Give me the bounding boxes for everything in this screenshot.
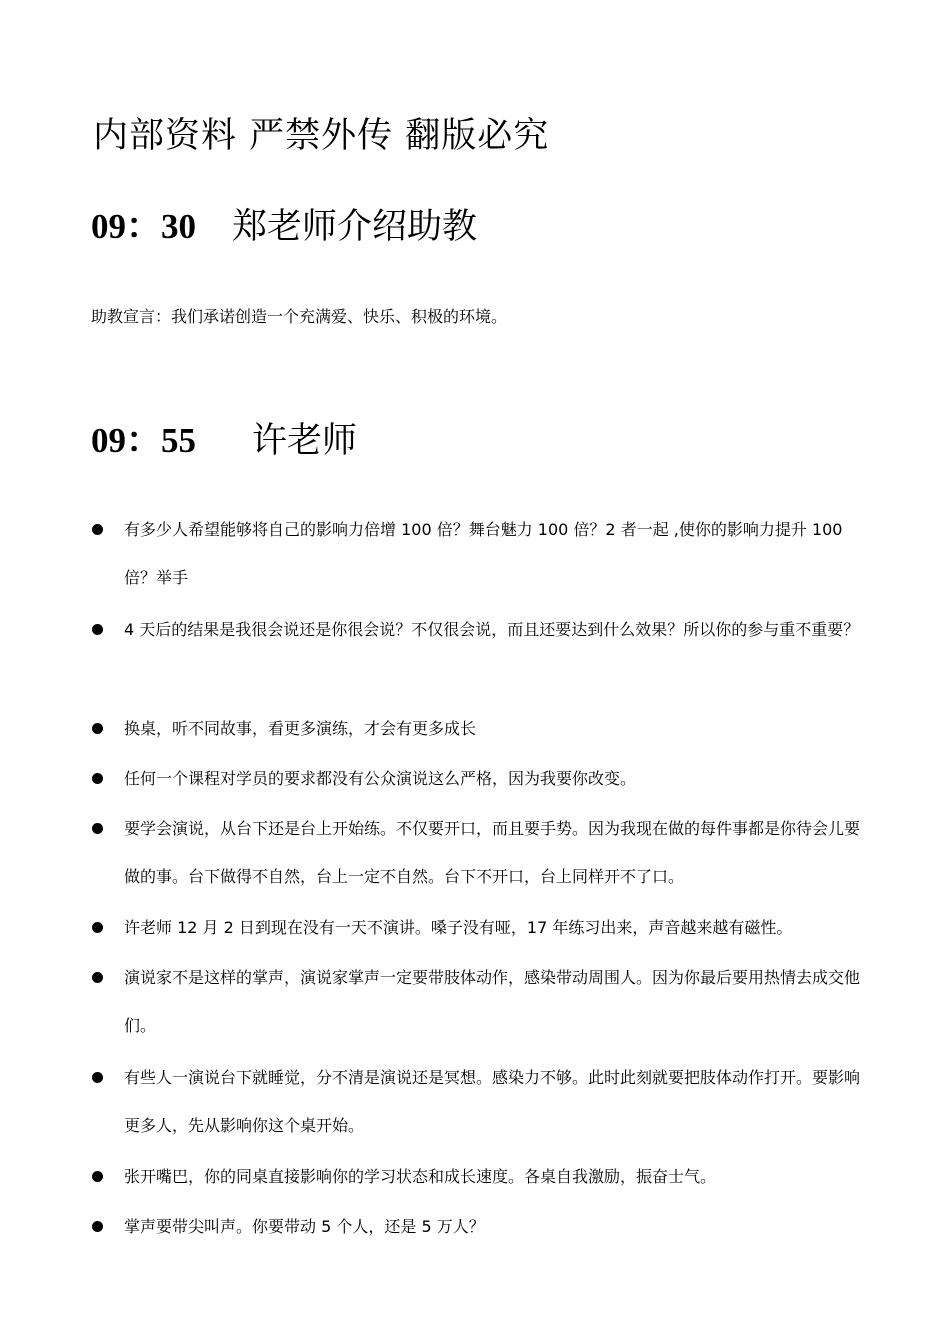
list-item-text: 4 天后的结果是我很会说还是你很会说？不仅很会说，而且还要达到什么效果？所以你的参与重不重要？: [124, 620, 860, 639]
bullet-icon: [92, 823, 103, 834]
confidential-header: 内部资料 严禁外传 翻版必究: [93, 116, 550, 156]
list-item-text: 演说家不是这样的掌声，演说家掌声一定要带肢体动作，感染带动周围人。因为你最后要用热情去成交他们。: [124, 968, 861, 1035]
section-heading-0955: [91, 413, 357, 463]
list-item-text: 要学会演说，从台下还是台上开始练。不仅要开口，而且要手势。因为我现在做的每件事都是你待会儿要做的事。台下做得不自然，台上一定不自然。台下不开口，台上同样开不了口。: [124, 819, 861, 886]
bullet-icon: [92, 524, 103, 535]
list-item-text: 有多少人希望能够将自己的影响力倍增 100 倍？舞台魅力 100 倍？2 者一起 ,使你的影响力提升 100 倍？举手: [124, 520, 843, 587]
section-heading-0930: [91, 199, 477, 249]
bullet-icon: [92, 773, 103, 784]
bullet-icon: [92, 1171, 103, 1182]
section-title: 郑老师介绍助教: [232, 207, 478, 247]
list-item-text: 任何一个课程对学员的要求都没有公众演说这么严格，因为我要你改变。: [124, 769, 637, 788]
list-item-text: 张开嘴巴，你的同桌直接影响你的学习状态和成长速度。各桌自我激励，振奋士气。: [124, 1167, 717, 1186]
list-item-text: 换桌，听不同故事，看更多演练，才会有更多成长: [124, 719, 477, 738]
bullet-icon: [92, 922, 103, 933]
section-time: 09：30: [91, 207, 197, 246]
list-item-text: 有些人一演说台下就睡觉，分不清是演说还是冥想。感染力不够。此时此刻就要把肢体动作打开。要影响更多人，先从影响你这个桌开始。: [124, 1068, 861, 1135]
bullet-icon: [92, 1221, 103, 1232]
bullet-icon: [92, 624, 103, 635]
list-item-text: 许老师 12 月 2 日到现在没有一天不演讲。嗓子没有哑，17 年练习出来，声音越来越有磁性。: [124, 918, 793, 937]
assistant-declaration: 助教宣言：我们承诺创造一个充满爱、快乐、积极的环境。: [91, 307, 508, 326]
section-title: 许老师: [252, 421, 358, 461]
bullet-icon: [92, 723, 103, 734]
section-time: 09：55: [91, 421, 197, 460]
list-item-text: 掌声要带尖叫声。你要带动 5 个人，还是 5 万人？: [124, 1217, 485, 1236]
bullet-icon: [92, 1072, 103, 1083]
bullet-icon: [92, 972, 103, 983]
